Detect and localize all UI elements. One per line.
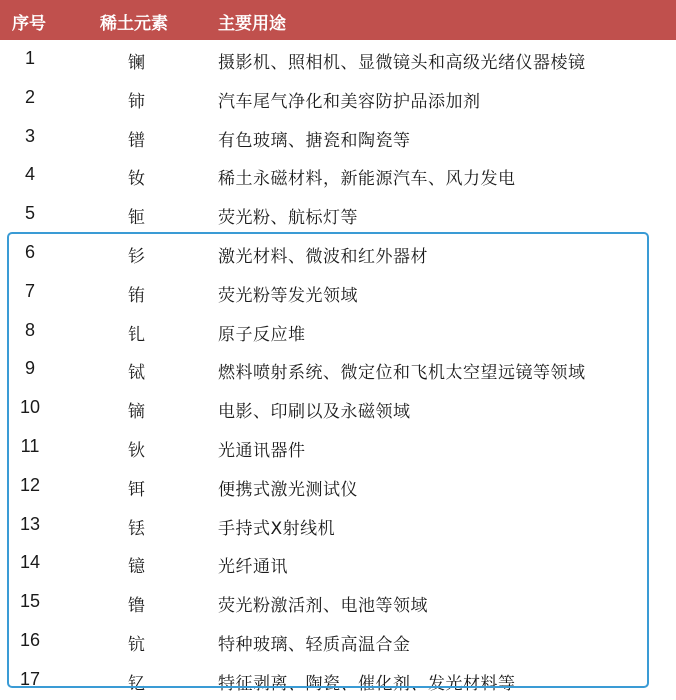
row-element: 镥 (128, 596, 145, 617)
row-use: 荧光粉激活剂、电池等领域 (218, 596, 428, 617)
table-row (0, 157, 676, 195)
row-element: 镨 (128, 130, 145, 151)
table-row (0, 623, 676, 661)
row-use: 便携式激光测试仪 (218, 479, 358, 500)
row-use: 手持式X射线机 (218, 518, 336, 539)
row-use: 光通讯器件 (218, 441, 306, 461)
table-row (0, 390, 676, 428)
table-row (0, 119, 676, 157)
header-serial-number: 序号 (12, 14, 46, 34)
row-use: 原子反应堆 (218, 324, 306, 345)
row-number: 2 (24, 86, 35, 107)
row-use: 有色玻璃、搪瓷和陶瓷等 (218, 130, 411, 151)
table-row (0, 584, 676, 622)
header-rare-earth-element: 稀土元素 (100, 14, 168, 34)
row-element: 镱 (128, 557, 145, 578)
table-row (0, 274, 676, 312)
table-row (0, 468, 676, 506)
row-number: 17 (19, 668, 41, 689)
row-number: 5 (24, 203, 35, 224)
row-number: 12 (19, 474, 41, 495)
row-use: 激光材料、微波和红外器材 (218, 247, 428, 267)
row-number: 13 (19, 513, 41, 534)
row-element: 铥 (128, 518, 145, 539)
row-use: 荧光粉、航标灯等 (218, 208, 358, 229)
row-number: 1 (24, 48, 35, 68)
row-element: 钬 (128, 441, 145, 461)
row-element: 铒 (128, 479, 145, 500)
row-use: 摄影机、照相机、显微镜头和高级光绪仪器棱镜 (218, 53, 586, 73)
row-element: 钷 (128, 208, 145, 229)
row-use: 汽车尾气净化和美容防护品添加剂 (218, 91, 481, 112)
row-element: 钇 (128, 673, 145, 694)
row-element: 镧 (128, 53, 145, 73)
header-main-use: 主要用途 (218, 14, 286, 34)
row-element: 钕 (128, 169, 145, 190)
row-number: 8 (24, 319, 35, 340)
row-number: 7 (24, 280, 35, 301)
table-row (0, 545, 676, 583)
row-number: 14 (19, 552, 41, 573)
row-element: 铽 (128, 363, 145, 384)
row-element: 铕 (128, 285, 145, 306)
row-number: 16 (19, 630, 41, 650)
table-row (0, 235, 676, 273)
table-row (0, 41, 676, 79)
row-element: 铈 (128, 91, 145, 112)
row-use: 稀土永磁材料，新能源汽车、风力发电 (218, 169, 516, 190)
row-element: 钪 (128, 635, 145, 655)
table-row (0, 196, 676, 234)
row-element: 钐 (128, 247, 145, 267)
row-number: 4 (24, 164, 35, 185)
table-header (0, 0, 676, 40)
row-number: 15 (19, 591, 41, 612)
row-number: 9 (24, 358, 35, 379)
row-use: 荧光粉等发光领域 (218, 285, 358, 306)
table-row (0, 351, 676, 389)
row-use: 电影、印刷以及永磁领域 (218, 402, 411, 423)
row-number: 3 (24, 125, 35, 146)
row-element: 镝 (128, 402, 145, 423)
row-use: 燃料喷射系统、微定位和飞机太空望远镜等领域 (218, 363, 586, 384)
row-number: 11 (20, 436, 40, 456)
row-number: 6 (24, 242, 35, 262)
row-element: 钆 (128, 324, 145, 345)
table-row (0, 80, 676, 118)
table-row (0, 662, 676, 700)
table-row (0, 429, 676, 467)
table-row (0, 313, 676, 351)
row-use: 特征剥离、陶瓷、催化剂、发光材料等 (218, 673, 516, 694)
row-use: 光纤通讯 (218, 557, 288, 578)
row-use: 特种玻璃、轻质高温合金 (218, 635, 411, 655)
table-row (0, 507, 676, 545)
row-number: 10 (19, 397, 41, 418)
